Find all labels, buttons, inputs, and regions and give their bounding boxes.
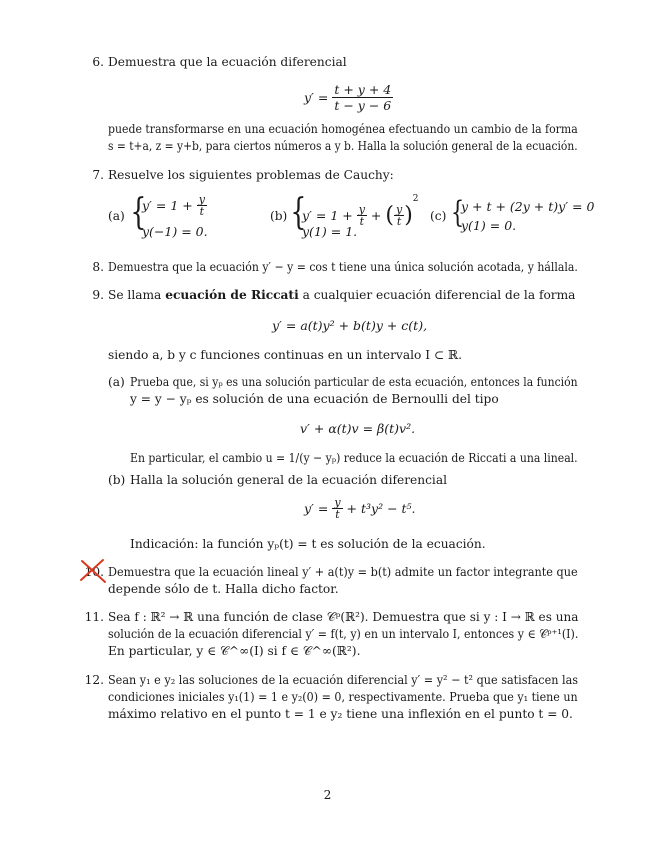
problem-7-number: 7. — [92, 168, 104, 182]
fraction-denominator: t − y − 6 — [334, 98, 392, 113]
problem-12-number: 12. — [84, 673, 104, 687]
problem-8-number: 8. — [92, 260, 104, 274]
fraction-numerator: y — [395, 203, 403, 216]
problem-11-line1: Sea f : ℝ² → ℝ una función de clase 𝒞ᵖ(ℝ²). Demuestra que si y : I → ℝ es una — [108, 610, 579, 624]
paren-open: ( — [385, 203, 394, 228]
eq-text: + — [370, 208, 382, 223]
problem-9b-equation — [304, 497, 416, 520]
problem-11-number: 11. — [84, 610, 104, 624]
problem-9a-line1: Prueba que, si yₚ es una solución particular de esta ecuación, entonces la función — [130, 375, 578, 389]
problem-7a-eq2: y(−1) = 0. — [142, 224, 208, 239]
problem-12-line3: máximo relativo en el punto t = 1 e y₂ tiene una inflexión en el punto t = 0. — [108, 707, 573, 721]
problem-7a-label: (a) — [108, 209, 125, 223]
eq-text: y′ = 1 + — [142, 198, 193, 213]
fraction-denominator: t — [396, 215, 402, 228]
fraction-numerator: t + y + 4 — [334, 82, 392, 97]
problem-10-number: 10. — [84, 565, 104, 579]
problem-12-line1: Sean y₁ e y₂ las soluciones de la ecuación diferencial y′ = y² − t² que satisfacen las — [108, 673, 579, 687]
equation-lhs: y′ = — [304, 501, 329, 516]
fraction-denominator: t — [199, 205, 205, 218]
problem-6-number: 6. — [92, 55, 104, 69]
problem-6-line1: puede transformarse en una ecuación homogénea efectuando un cambio de la forma — [108, 122, 578, 136]
term-riccati: ecuación de Riccati — [165, 288, 299, 302]
problem-7a-eq1 — [142, 194, 207, 217]
problem-9a-line2: y = y − yₚ es solución de una ecuación de Bernoulli del tipo — [130, 392, 499, 406]
intro-text: Se llama — [108, 288, 162, 302]
problem-9-number: 9. — [92, 288, 104, 302]
problem-10-line2: depende sólo de t. Halla dicho factor. — [108, 582, 339, 596]
problem-9a-label: (a) — [108, 375, 125, 389]
problem-9-after: siendo a, b y c funciones continuas en un intervalo I ⊂ ℝ. — [108, 348, 462, 362]
problem-7b-eq1 — [302, 194, 419, 228]
fraction-denominator: t — [359, 215, 365, 228]
fraction — [394, 204, 404, 227]
problem-9a-after: En particular, el cambio u = 1/(y − yₚ) reduce la ecuación de Riccati a una lineal. — [130, 451, 578, 465]
fraction-denominator: t — [335, 508, 340, 521]
problem-9b-line1: Halla la solución general de la ecuación diferencial — [130, 473, 447, 487]
brace-7c: { — [450, 195, 465, 230]
exponent: 2 — [412, 194, 419, 204]
paren-close: ) — [404, 203, 413, 228]
fraction — [197, 194, 207, 217]
problem-7-intro: Resuelve los siguientes problemas de Cauchy: — [108, 168, 394, 182]
problem-8-text: Demuestra que la ecuación y′ − y = cos t tiene una única solución acotada, y hállala. — [108, 260, 578, 274]
fraction-numerator: y — [198, 193, 205, 206]
cross-out-mark-icon — [78, 558, 108, 584]
eq-text: y′ = 1 + — [302, 208, 353, 223]
brace-7a: { — [130, 192, 147, 233]
fraction — [332, 497, 342, 520]
problem-10-line1: Demuestra que la ecuación lineal y′ + a(t)y = b(t) admite un factor integrante que — [108, 565, 578, 579]
problem-11-line2: solución de la ecuación diferencial y′ = f(t, y) en un intervalo I, entonces y ∈ 𝒞ᵖ⁺¹(I). — [108, 627, 579, 641]
problem-7c-eq2: y(1) = 0. — [461, 218, 517, 233]
brace-7b: { — [290, 192, 307, 233]
problem-12-line2: condiciones iniciales y₁(1) = 1 e y₂(0) = 0, respectivamente. Prueba que y₁ tiene un — [108, 690, 578, 704]
equation-lhs: y′ = — [304, 90, 329, 105]
problem-7b-eq2: y(1) = 1. — [302, 224, 358, 239]
fraction-numerator: y — [334, 496, 341, 509]
bernoulli-equation: v′ + α(t)v = β(t)v². — [300, 421, 416, 436]
equation-fraction — [332, 82, 393, 113]
problem-11-line3: En particular, y ∈ 𝒞^∞(I) si f ∈ 𝒞^∞(ℝ²). — [108, 644, 361, 658]
problem-9-intro — [108, 287, 575, 304]
problem-9b-hint: Indicación: la función yₚ(t) = t es solución de la ecuación. — [130, 537, 486, 551]
problem-9b-label: (b) — [108, 473, 126, 487]
page-number: 2 — [323, 788, 332, 802]
problem-6-equation — [304, 82, 393, 113]
fraction — [357, 204, 367, 227]
problem-6-intro: Demuestra que la ecuación diferencial — [108, 55, 347, 69]
intro-text: a cualquier ecuación diferencial de la forma — [302, 288, 576, 302]
problem-7b-label: (b) — [270, 209, 288, 223]
equation-rest: + t³y² − t⁵. — [346, 501, 416, 516]
problem-7c-label: (c) — [430, 209, 447, 223]
riccati-equation: y′ = a(t)y² + b(t)y + c(t), — [272, 318, 428, 333]
problem-7c-eq1: y + t + (2y + t)y′ = 0 — [461, 199, 595, 214]
fraction-numerator: y — [358, 203, 365, 216]
problem-6-line2: s = t+a, z = y+b, para ciertos números a y b. Halla la solución general de la ecuación. — [108, 139, 578, 153]
